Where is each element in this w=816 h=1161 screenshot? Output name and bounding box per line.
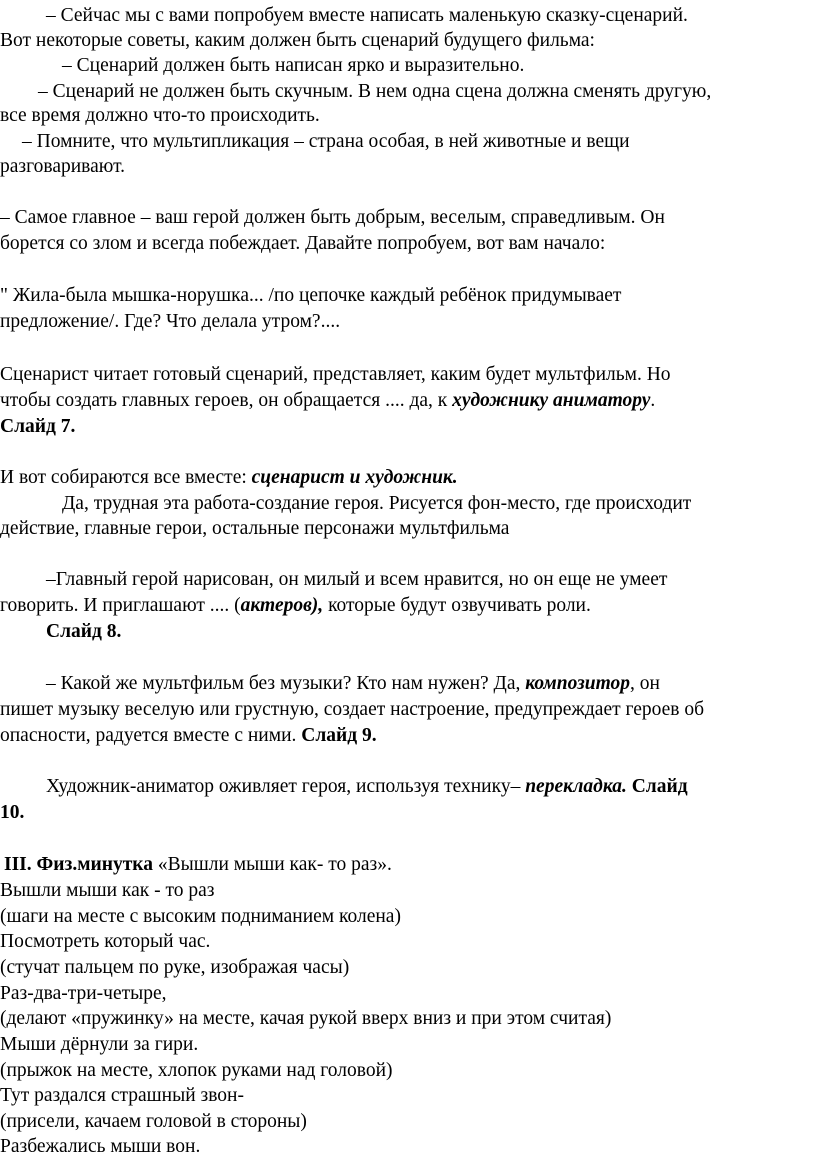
paragraph-line: – Помните, что мультипликация – страна особая, в ней животные и вещи — [22, 131, 630, 152]
slide-reference: 10. — [0, 802, 25, 823]
text-run: говорить. И приглашают .... ( — [0, 595, 241, 616]
paragraph-line: предложение/. Где? Что делала утром?.... — [0, 311, 341, 332]
exercise-line: Тут раздался страшный звон- — [0, 1085, 244, 1106]
paragraph-line: Да, трудная эта работа-создание героя. Рисуется фон-место, где происходит — [62, 493, 692, 514]
text-run: Художник-аниматор оживляет героя, используя технику– — [46, 776, 526, 797]
section-heading — [4, 853, 392, 877]
text-run: чтобы создать главных героев, он обращается .... да, к — [0, 390, 453, 411]
slide-reference: Слайд 7. — [0, 416, 76, 437]
paragraph-line — [0, 466, 458, 490]
section-title: III. Физ.минутка — [4, 854, 153, 875]
text-run: – Какой же мультфильм без музыки? Кто нам нужен? Да, — [46, 673, 526, 694]
exercise-line: (шаги на месте с высоким подниманием колена) — [0, 906, 401, 927]
text-run: . — [650, 390, 656, 411]
text-run: , он — [629, 673, 660, 694]
paragraph-line: все время должно что-то происходить. — [0, 105, 320, 126]
text-run: И вот собираются все вместе: — [0, 467, 252, 488]
exercise-line: Посмотреть который час. — [0, 931, 211, 952]
exercise-line: Разбежались мыши вон. — [0, 1136, 201, 1157]
paragraph-line — [0, 389, 655, 413]
paragraph-line: " Жила-была мышка-норушка... /по цепочке каждый ребёнок придумывает — [0, 285, 622, 306]
section-subtitle: «Вышли мыши как- то раз». — [152, 854, 392, 875]
paragraph-line: –Главный герой нарисован, он милый и всем нравится, но он еще не умеет — [46, 569, 668, 590]
text-run: опасности, радуется вместе с ними. — [0, 725, 302, 746]
paragraph-line: – Сценарий должен быть написан ярко и выразительно. — [62, 55, 525, 76]
slide-reference: Слайд 8. — [46, 621, 122, 642]
paragraph-line — [0, 724, 377, 748]
paragraph-line: – Самое главное – ваш герой должен быть добрым, веселым, справедливым. Он — [0, 207, 665, 228]
paragraph-line: пишет музыку веселую или грустную, создает настроение, предупреждает героев об — [0, 699, 705, 720]
exercise-line: (присели, качаем головой в стороны) — [0, 1111, 307, 1132]
emphasis-text: актеров), — [240, 595, 324, 616]
paragraph-line — [46, 775, 688, 799]
emphasis-text: композитор — [525, 673, 630, 694]
exercise-line: (стучат пальцем по руке, изображая часы) — [0, 957, 350, 978]
paragraph-line: действие, главные герои, остальные персонажи мультфильма — [0, 518, 510, 539]
paragraph-line: – Сейчас мы с вами попробуем вместе написать маленькую сказку-сценарий. — [46, 5, 688, 26]
paragraph-line: разговаривают. — [0, 156, 126, 177]
slide-reference: Слайд — [626, 776, 688, 797]
emphasis-text: перекладка. — [525, 776, 627, 797]
exercise-line: (делают «пружинку» на месте, качая рукой вверх вниз и при этом считая) — [0, 1008, 612, 1029]
paragraph-line: борется со злом и всегда побеждает. Давайте попробуем, вот вам начало: — [0, 233, 606, 254]
exercise-line: Вышли мыши как - то раз — [0, 880, 215, 901]
paragraph-line — [0, 594, 591, 618]
paragraph-line — [46, 672, 660, 696]
exercise-line: (прыжок на месте, хлопок руками над головой) — [0, 1060, 393, 1081]
slide-reference: Слайд 9. — [301, 725, 377, 746]
paragraph-line: – Сценарий не должен быть скучным. В нем одна сцена должна сменять другую, — [38, 81, 712, 102]
emphasis-text: художнику аниматору — [452, 390, 651, 411]
paragraph-line: Сценарист читает готовый сценарий, представляет, каким будет мультфильм. Но — [0, 364, 671, 385]
exercise-line: Раз-два-три-четыре, — [0, 983, 167, 1004]
text-run: которые будут озвучивать роли. — [323, 595, 591, 616]
emphasis-text: сценарист и художник. — [251, 467, 458, 488]
paragraph-line: Вот некоторые советы, каким должен быть сценарий будущего фильма: — [0, 30, 595, 51]
exercise-line: Мыши дёрнули за гири. — [0, 1034, 199, 1055]
